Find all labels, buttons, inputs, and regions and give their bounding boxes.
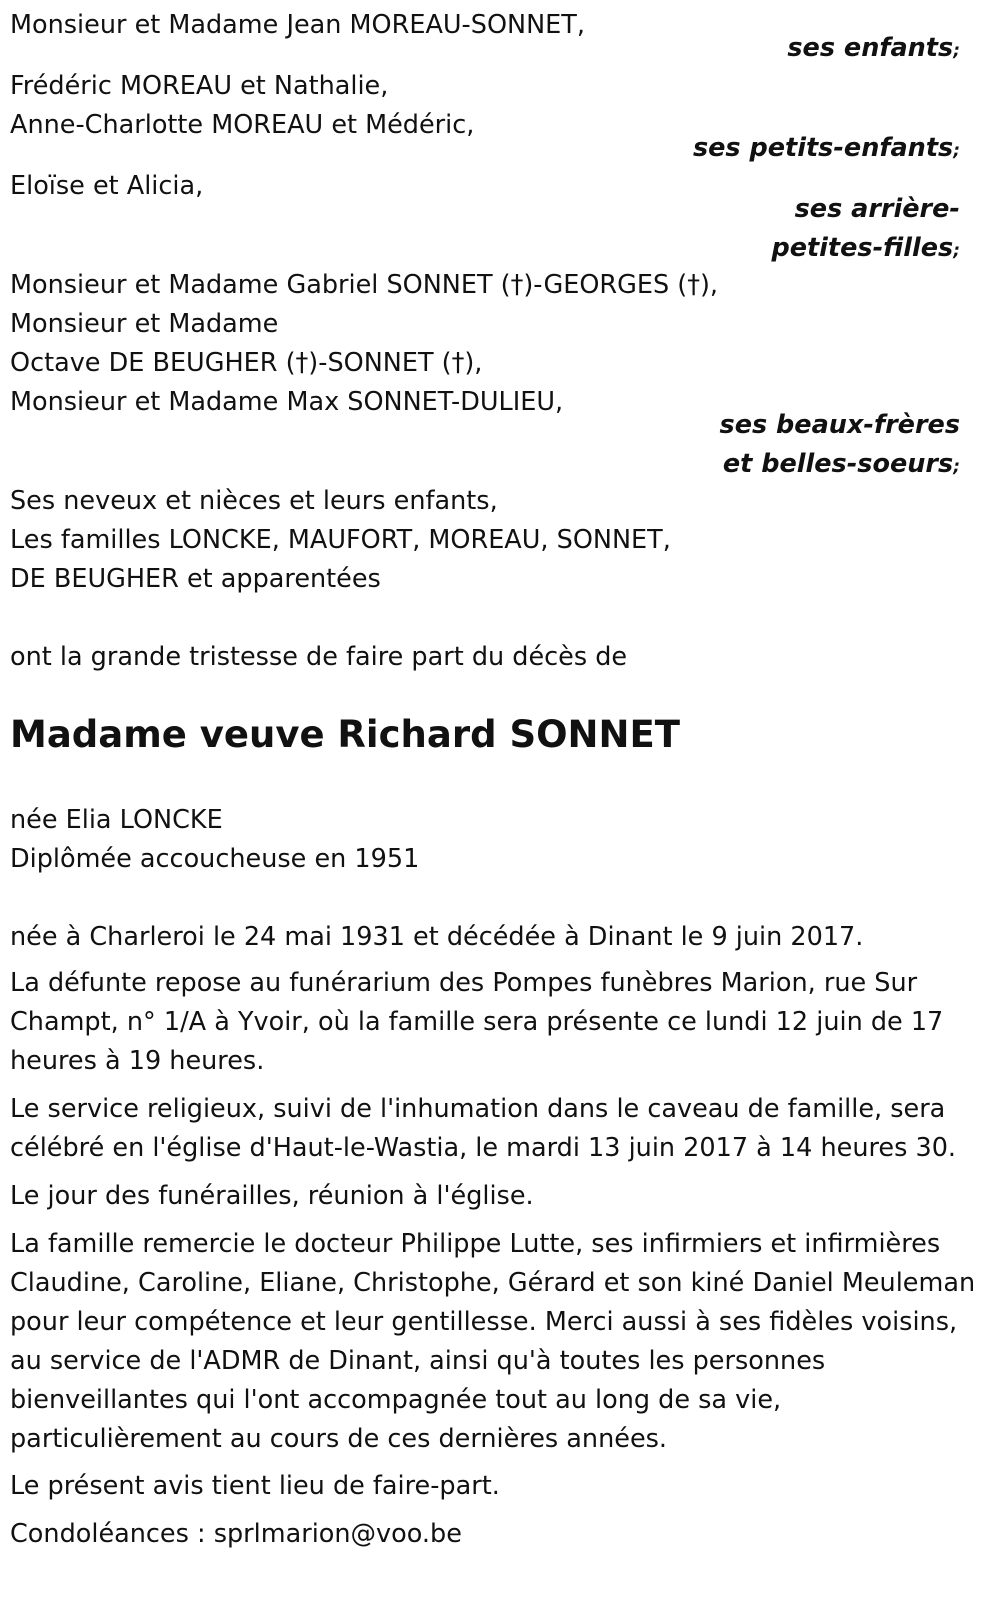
others-line: Les familles LONCKE, MAUFORT, MOREAU, SONNET, bbox=[10, 525, 671, 555]
in-laws-line: Monsieur et Madame Max SONNET-DULIEU, bbox=[10, 387, 564, 417]
in-laws-line: Monsieur et Madame Gabriel SONNET (†)-GEORGES (†), bbox=[10, 270, 719, 300]
semicolon: ; bbox=[953, 41, 960, 61]
children-line: Monsieur et Madame Jean MOREAU-SONNET, bbox=[10, 10, 585, 40]
relation-label: petites-filles bbox=[771, 233, 954, 263]
relation-label: ses enfants bbox=[787, 33, 954, 63]
relation-in-laws-1: ses beaux-frères bbox=[719, 410, 960, 440]
semicolon: ; bbox=[953, 241, 960, 261]
service-paragraph: Le service religieux, suivi de l'inhumation dans le caveau de famille, sera célébré en l'église d'Haut-le-Wastia, le mardi 13 juin 2017 à 14 heures 30. bbox=[10, 1094, 957, 1163]
great-grandchildren-line: Eloïse et Alicia, bbox=[10, 171, 204, 201]
deceased-name: Madame veuve Richard SONNET bbox=[10, 713, 680, 756]
dates: née à Charleroi le 24 mai 1931 et décédée à Dinant le 9 juin 2017. bbox=[10, 922, 864, 952]
grandchildren-line: Anne-Charlotte MOREAU et Médéric, bbox=[10, 110, 475, 140]
relation-great-grandchildren-1: ses arrière- bbox=[794, 194, 960, 224]
condolences-line: Condoléances : sprlmarion@voo.be bbox=[10, 1519, 462, 1549]
reunion-paragraph: Le jour des funérailles, réunion à l'église. bbox=[10, 1181, 534, 1211]
relation-label: et belles-soeurs bbox=[722, 449, 954, 479]
deceased-title: Diplômée accoucheuse en 1951 bbox=[10, 844, 420, 874]
announcement: ont la grande tristesse de faire part du décès de bbox=[10, 642, 628, 672]
funerarium-paragraph: La défunte repose au funérarium des Pompes funèbres Marion, rue Sur Champt, n° 1/A à Yvoir, où la famille sera présente ce lundi 12 juin de 17 heures à 19 heures. bbox=[10, 968, 944, 1076]
others-line: DE BEUGHER et apparentées bbox=[10, 564, 381, 594]
relation-label: ses petits-enfants bbox=[692, 133, 954, 163]
relation-in-laws-2 bbox=[723, 444, 960, 484]
thanks-paragraph: La famille remercie le docteur Philippe Lutte, ses infirmiers et infirmières Claudine, Caroline, Eliane, Christophe, Gérard et son kiné Daniel Meuleman pour leur compétence et leur gentillesse. Merci aussi à ses fidèles voisins, au service de l'ADMR de Dinant, ainsi qu'à toutes les personnes bienveillantes qui l'ont accompagnée tout au long de sa vie, particulièrement au cours de ces dernières années. bbox=[10, 1229, 976, 1454]
semicolon: ; bbox=[953, 141, 960, 161]
others-line: Ses neveux et nièces et leurs enfants, bbox=[10, 486, 498, 516]
notice-paragraph: Le présent avis tient lieu de faire-part. bbox=[10, 1471, 500, 1501]
grandchildren-line: Frédéric MOREAU et Nathalie, bbox=[10, 71, 389, 101]
in-laws-line: Monsieur et Madame bbox=[10, 309, 279, 339]
born-name: née Elia LONCKE bbox=[10, 805, 223, 835]
in-laws-line: Octave DE BEUGHER (†)-SONNET (†), bbox=[10, 348, 483, 378]
semicolon: ; bbox=[953, 457, 960, 477]
relation-great-grandchildren-2 bbox=[771, 228, 960, 268]
relation-grandchildren bbox=[693, 128, 960, 168]
relation-children bbox=[787, 28, 960, 68]
